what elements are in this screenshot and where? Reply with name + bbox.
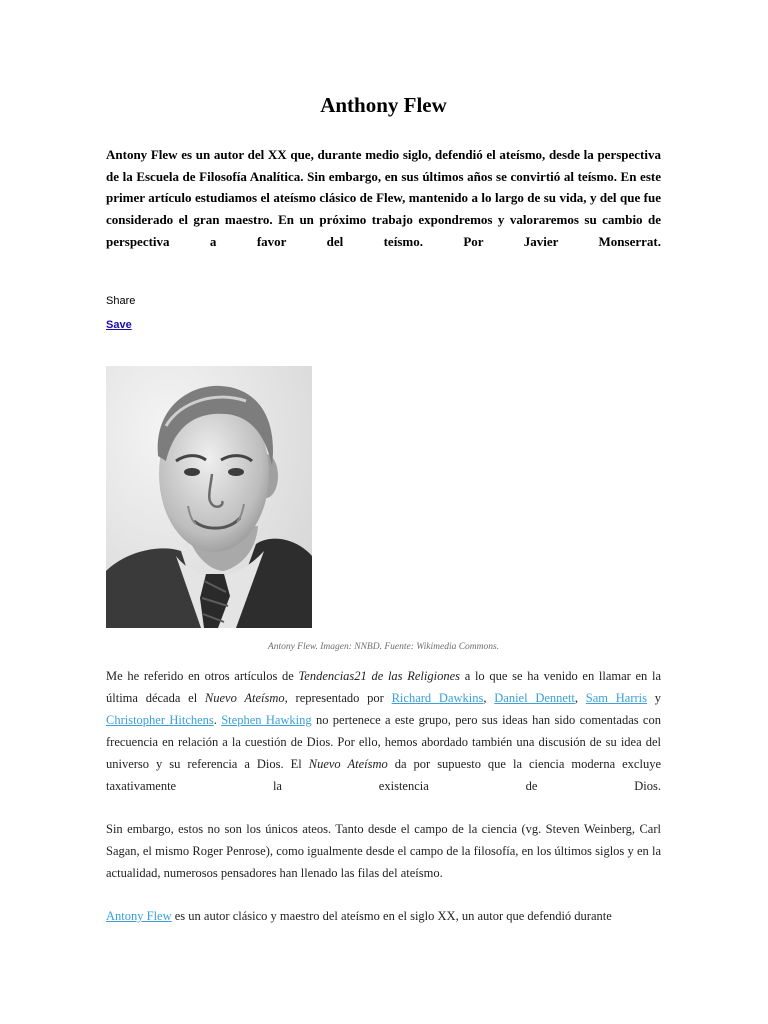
author-portrait-illustration	[106, 366, 312, 628]
link-christopher-hitchens[interactable]: Christopher Hitchens	[106, 712, 214, 727]
emphasis-text: Nuevo Ateísmo	[308, 756, 388, 771]
text-run: no pertenece a este grupo, pero sus ideas han sido comentadas con frecuencia en relación a la cuestión de Dios. Por ello, hemos abordado también una discusión de su idea del universo y su referencia a Dios. El	[106, 712, 661, 771]
link-antony-flew[interactable]: Antony Flew	[106, 909, 172, 923]
paragraph-2: Sin embargo, estos no son los únicos ateos. Tanto desde el campo de la ciencia (vg. Steven Weinberg, Carl Sagan, el mismo Roger Penrose), como igualmente desde el campo de la filosofía, en los últimos siglos y en la actualidad, numerosos pensadores han llenado las filas del ateísmo.	[106, 822, 661, 880]
link-sam-harris[interactable]: Sam Harris	[585, 690, 648, 705]
emphasis-text: Nuevo Ateísmo	[204, 690, 285, 705]
emphasis-text: Tendencias21 de las Religiones	[298, 669, 461, 683]
article-title: Anthony Flew	[320, 93, 447, 117]
separator: ,	[574, 690, 586, 705]
link-stephen-hawking[interactable]: Stephen Hawking	[221, 712, 312, 727]
text-run: Me he referido en otros artículos de	[106, 669, 299, 683]
paragraph-3	[106, 906, 661, 928]
text-run: da por supuesto que la ciencia moderna excluye taxativamente la existencia de Dios.	[106, 756, 661, 793]
separator: y	[647, 690, 662, 705]
image-caption: Antony Flew. Imagen: NNBD. Fuente: Wikimedia Commons.	[267, 642, 500, 652]
separator: ,	[483, 690, 495, 705]
paragraph-1	[106, 666, 661, 797]
text-run: es un autor clásico y maestro del ateísmo en el siglo XX, un autor que defendió durante	[171, 909, 612, 923]
link-richard-dawkins[interactable]: Richard Dawkins	[391, 690, 484, 705]
author-photo	[106, 366, 312, 628]
share-label: Share	[106, 295, 136, 307]
article-abstract: Antony Flew es un autor del XX que, durante medio siglo, defendió el ateísmo, desde la perspectiva de la Escuela de Filosofía Analítica. Sin embargo, en sus últimos años se convirtió al teísmo. En este primer artículo estudiamos el ateísmo clásico de Flew, mantenido a lo largo de su vida, y del que fue considerado el gran maestro. En un próximo trabajo expondremos y valoraremos su cambio de perspectiva a favor del teísmo. Por Javier Monserrat.	[106, 147, 661, 249]
text-run: a lo que se ha venido en llamar en la última década el	[106, 669, 662, 705]
separator: .	[213, 712, 222, 727]
link-daniel-dennett[interactable]: Daniel Dennett	[494, 690, 575, 705]
save-link[interactable]: Save	[106, 319, 132, 331]
text-run: , representado por	[284, 690, 392, 705]
